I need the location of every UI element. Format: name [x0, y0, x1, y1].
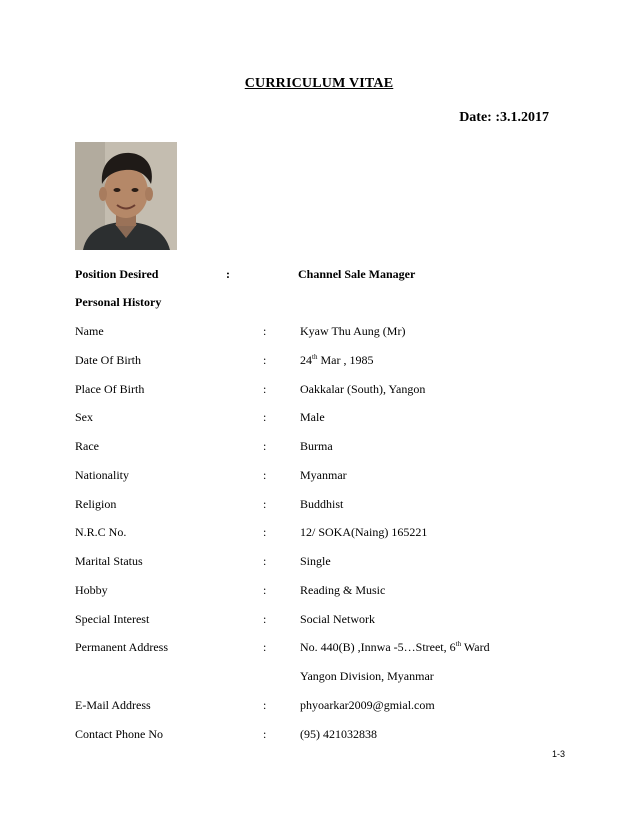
email-address-colon: : — [263, 698, 267, 712]
special-interest-value: Social Network — [300, 612, 375, 626]
place-of-birth-label: Place Of Birth — [75, 382, 145, 396]
nationality-label: Nationality — [75, 468, 129, 482]
date-of-birth-label: Date Of Birth — [75, 353, 141, 367]
position-desired-colon: : — [226, 267, 230, 281]
permanent-address-line-2: Yangon Division, Myanmar — [300, 669, 434, 683]
contact-phone-colon: : — [263, 727, 267, 741]
position-desired-label: Position Desired — [75, 267, 159, 281]
place-of-birth-colon: : — [263, 382, 267, 396]
personal-history-heading: Personal History — [75, 295, 162, 309]
special-interest-label: Special Interest — [75, 612, 150, 626]
hobby-value: Reading & Music — [300, 583, 386, 597]
profile-photo — [75, 142, 177, 250]
religion-label: Religion — [75, 497, 117, 511]
name-value: Kyaw Thu Aung (Mr) — [300, 324, 406, 338]
nrc-no-label: N.R.C No. — [75, 525, 127, 539]
place-of-birth-value: Oakkalar (South), Yangon — [300, 382, 426, 396]
hobby-label: Hobby — [75, 583, 108, 597]
marital-status-colon: : — [263, 554, 267, 568]
document-title: CURRICULUM VITAE — [244, 76, 394, 91]
religion-colon: : — [263, 497, 267, 511]
nationality-value: Myanmar — [300, 468, 347, 482]
race-label: Race — [75, 439, 99, 453]
hobby-colon: : — [263, 583, 267, 597]
date-of-birth-suffix: th — [312, 353, 318, 361]
name-colon: : — [263, 324, 267, 338]
nrc-no-colon: : — [263, 525, 267, 539]
marital-status-value: Single — [300, 554, 331, 568]
marital-status-label: Marital Status — [75, 554, 143, 568]
date-of-birth-colon: : — [263, 353, 267, 367]
email-address-label: E-Mail Address — [75, 698, 151, 712]
religion-value: Buddhist — [300, 497, 344, 511]
email-address-value: phyoarkar2009@gmial.com — [300, 698, 435, 712]
nrc-no-value: 12/ SOKA(Naing) 165221 — [300, 525, 428, 539]
date-of-birth-value — [300, 353, 373, 368]
permanent-address-colon: : — [263, 640, 267, 654]
special-interest-colon: : — [263, 612, 267, 626]
permanent-address-label: Permanent Address — [75, 640, 168, 654]
sex-label: Sex — [75, 410, 93, 424]
date-of-birth-day: 24 — [300, 353, 312, 367]
permanent-address-value — [300, 640, 490, 655]
position-desired-value: Channel Sale Manager — [298, 267, 416, 281]
page-number: 1-3 — [551, 749, 565, 759]
address-line-1-start: No. 440(B) ,Innwa -5…Street, 6 — [300, 640, 456, 654]
address-line-1-end: Ward — [461, 640, 490, 654]
sex-value: Male — [300, 410, 325, 424]
sex-colon: : — [263, 410, 267, 424]
nationality-colon: : — [263, 468, 267, 482]
address-ward-suffix: th — [455, 640, 462, 648]
race-colon: : — [263, 439, 267, 453]
contact-phone-value: (95) 421032838 — [300, 727, 377, 741]
name-label: Name — [75, 324, 104, 338]
document-date: Date: :3.1.2017 — [459, 110, 549, 125]
race-value: Burma — [300, 439, 333, 453]
date-of-birth-rest: Mar , 1985 — [317, 353, 374, 367]
contact-phone-label: Contact Phone No — [75, 727, 163, 741]
